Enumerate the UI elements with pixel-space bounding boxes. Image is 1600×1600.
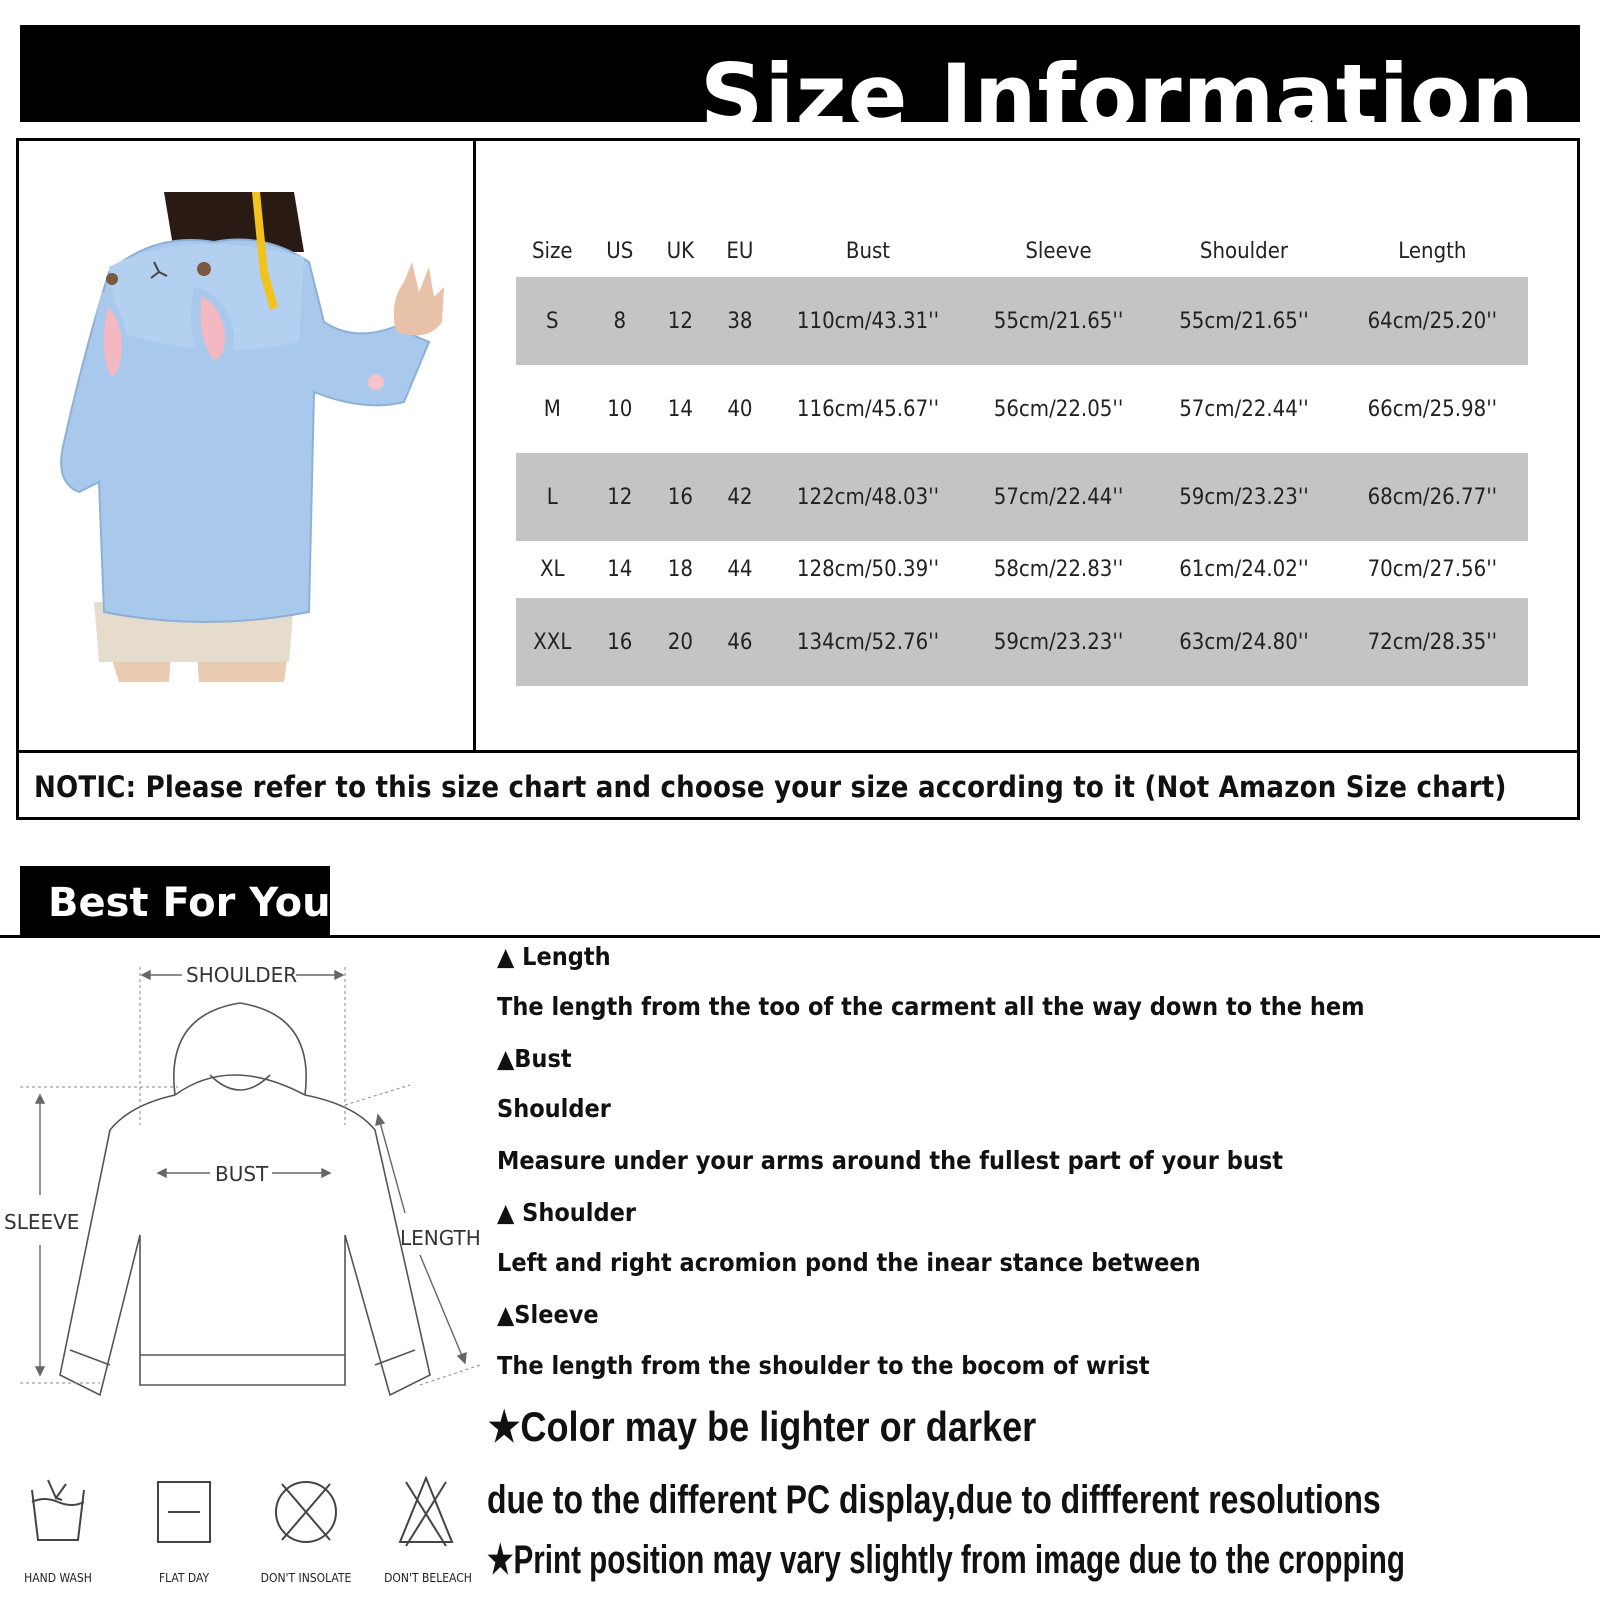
dont-bleach-icon [400, 1478, 452, 1546]
size-notice: NOTIC: Please refer to this size chart and choose your size according to it (Not Amazon Size chart) [34, 770, 1507, 804]
care-icons [14, 1470, 484, 1595]
cell-length: 68cm/26.77'' [1337, 453, 1528, 541]
bust-heading: ▲Bust [497, 1044, 572, 1073]
cell-eu: 44 [727, 557, 753, 582]
cell-sleeve: 59cm/23.23'' [966, 598, 1151, 686]
color-note: ★Color may be lighter or darker [488, 1403, 1037, 1450]
cell-eu: 42 [710, 453, 771, 541]
length-heading: ▲ Length [497, 942, 611, 971]
cell-shoulder: 61cm/24.02'' [1179, 557, 1309, 582]
column-header-shoulder: Shoulder [1199, 238, 1289, 264]
cell-uk: 16 [651, 453, 710, 541]
cell-sleeve: 56cm/22.05'' [993, 396, 1124, 422]
care-label-hand-wash: HAND WASH [24, 1571, 92, 1585]
column-header-eu: EU [726, 238, 754, 264]
dont-insolate-icon [276, 1482, 336, 1542]
cell-uk: 12 [651, 277, 710, 365]
cell-shoulder: 59cm/23.23'' [1151, 453, 1336, 541]
cell-shoulder: 63cm/24.80'' [1151, 598, 1336, 686]
frame-divider-horizontal [16, 750, 1580, 753]
diagram-label-sleeve: SLEEVE [4, 1210, 80, 1234]
best-for-you-title: Best For You [48, 880, 331, 926]
cell-size: L [516, 453, 589, 541]
cell-bust: 122cm/48.03'' [770, 453, 966, 541]
cell-sleeve: 57cm/22.44'' [966, 453, 1151, 541]
cell-uk: 18 [667, 557, 693, 582]
cell-size: M [543, 396, 561, 422]
bust-subheading: Shoulder [497, 1094, 611, 1123]
cell-shoulder: 55cm/21.65'' [1151, 277, 1336, 365]
cell-length: 70cm/27.56'' [1367, 557, 1498, 582]
page-title: Size Information [700, 45, 1536, 148]
hand-wash-icon [32, 1480, 84, 1540]
column-header-size: Size [531, 238, 573, 264]
cell-bust: 128cm/50.39'' [796, 557, 940, 582]
diagram-label-bust: BUST [215, 1162, 269, 1186]
column-header-sleeve: Sleeve [1025, 238, 1092, 264]
cell-us: 14 [607, 557, 633, 582]
hoodie-measurement-diagram [0, 955, 490, 1435]
cell-size: XXL [516, 598, 589, 686]
cell-bust: 116cm/45.67'' [796, 396, 940, 422]
cell-bust: 134cm/52.76'' [770, 598, 966, 686]
care-label-dont-bleach: DON'T BELEACH [384, 1571, 472, 1585]
print-note: ★Print position may vary slightly from image due to the cropping [487, 1538, 1405, 1582]
cell-eu: 46 [710, 598, 771, 686]
size-table-container [516, 225, 1528, 686]
size-table [516, 225, 1528, 686]
table-row [516, 598, 1528, 686]
cell-size: S [516, 277, 589, 365]
sleeve-heading: ▲Sleeve [497, 1300, 599, 1329]
cell-length: 64cm/25.20'' [1337, 277, 1528, 365]
cell-uk: 20 [651, 598, 710, 686]
cell-us: 12 [589, 453, 651, 541]
column-header-uk: UK [666, 238, 695, 264]
sleeve-description: The length from the shoulder to the bocom of wrist [497, 1351, 1150, 1380]
cell-size: XL [540, 557, 565, 582]
shoulder-heading: ▲ Shoulder [497, 1198, 636, 1227]
header-bar [20, 25, 1580, 148]
section-rule [0, 935, 1600, 938]
table-row [516, 277, 1528, 365]
cell-shoulder: 57cm/22.44'' [1179, 396, 1309, 422]
product-photo [24, 192, 474, 697]
cell-length: 72cm/28.35'' [1337, 598, 1528, 686]
diagram-label-length: LENGTH [400, 1226, 481, 1250]
shoulder-description: Left and right acromion pond the inear stance between [497, 1248, 1201, 1277]
cell-sleeve: 55cm/21.65'' [966, 277, 1151, 365]
cell-us: 16 [589, 598, 651, 686]
cell-eu: 38 [710, 277, 771, 365]
flat-dry-icon [158, 1482, 210, 1542]
column-header-us: US [606, 238, 634, 264]
table-header-row [516, 225, 1528, 277]
table-row [516, 365, 1528, 453]
cell-bust: 110cm/43.31'' [770, 277, 966, 365]
length-description: The length from the too of the carment all the way down to the hem [497, 992, 1365, 1021]
diagram-label-shoulder: SHOULDER [186, 963, 298, 987]
cell-uk: 14 [667, 396, 693, 422]
display-note: due to the different PC display,due to diffferent resolutions [487, 1478, 1381, 1522]
cell-sleeve: 58cm/22.83'' [993, 557, 1124, 582]
column-header-length: Length [1398, 238, 1467, 264]
bust-description: Measure under your arms around the fullest part of your bust [497, 1146, 1283, 1175]
table-row [516, 541, 1528, 598]
care-label-flat-dry: FLAT DAY [158, 1571, 210, 1585]
cell-us: 10 [607, 396, 633, 422]
table-row [516, 453, 1528, 541]
cell-eu: 40 [727, 396, 753, 422]
care-label-dont-insolate: DON'T INSOLATE [260, 1571, 352, 1585]
cell-us: 8 [589, 277, 651, 365]
column-header-bust: Bust [845, 238, 891, 264]
cell-length: 66cm/25.98'' [1367, 396, 1498, 422]
